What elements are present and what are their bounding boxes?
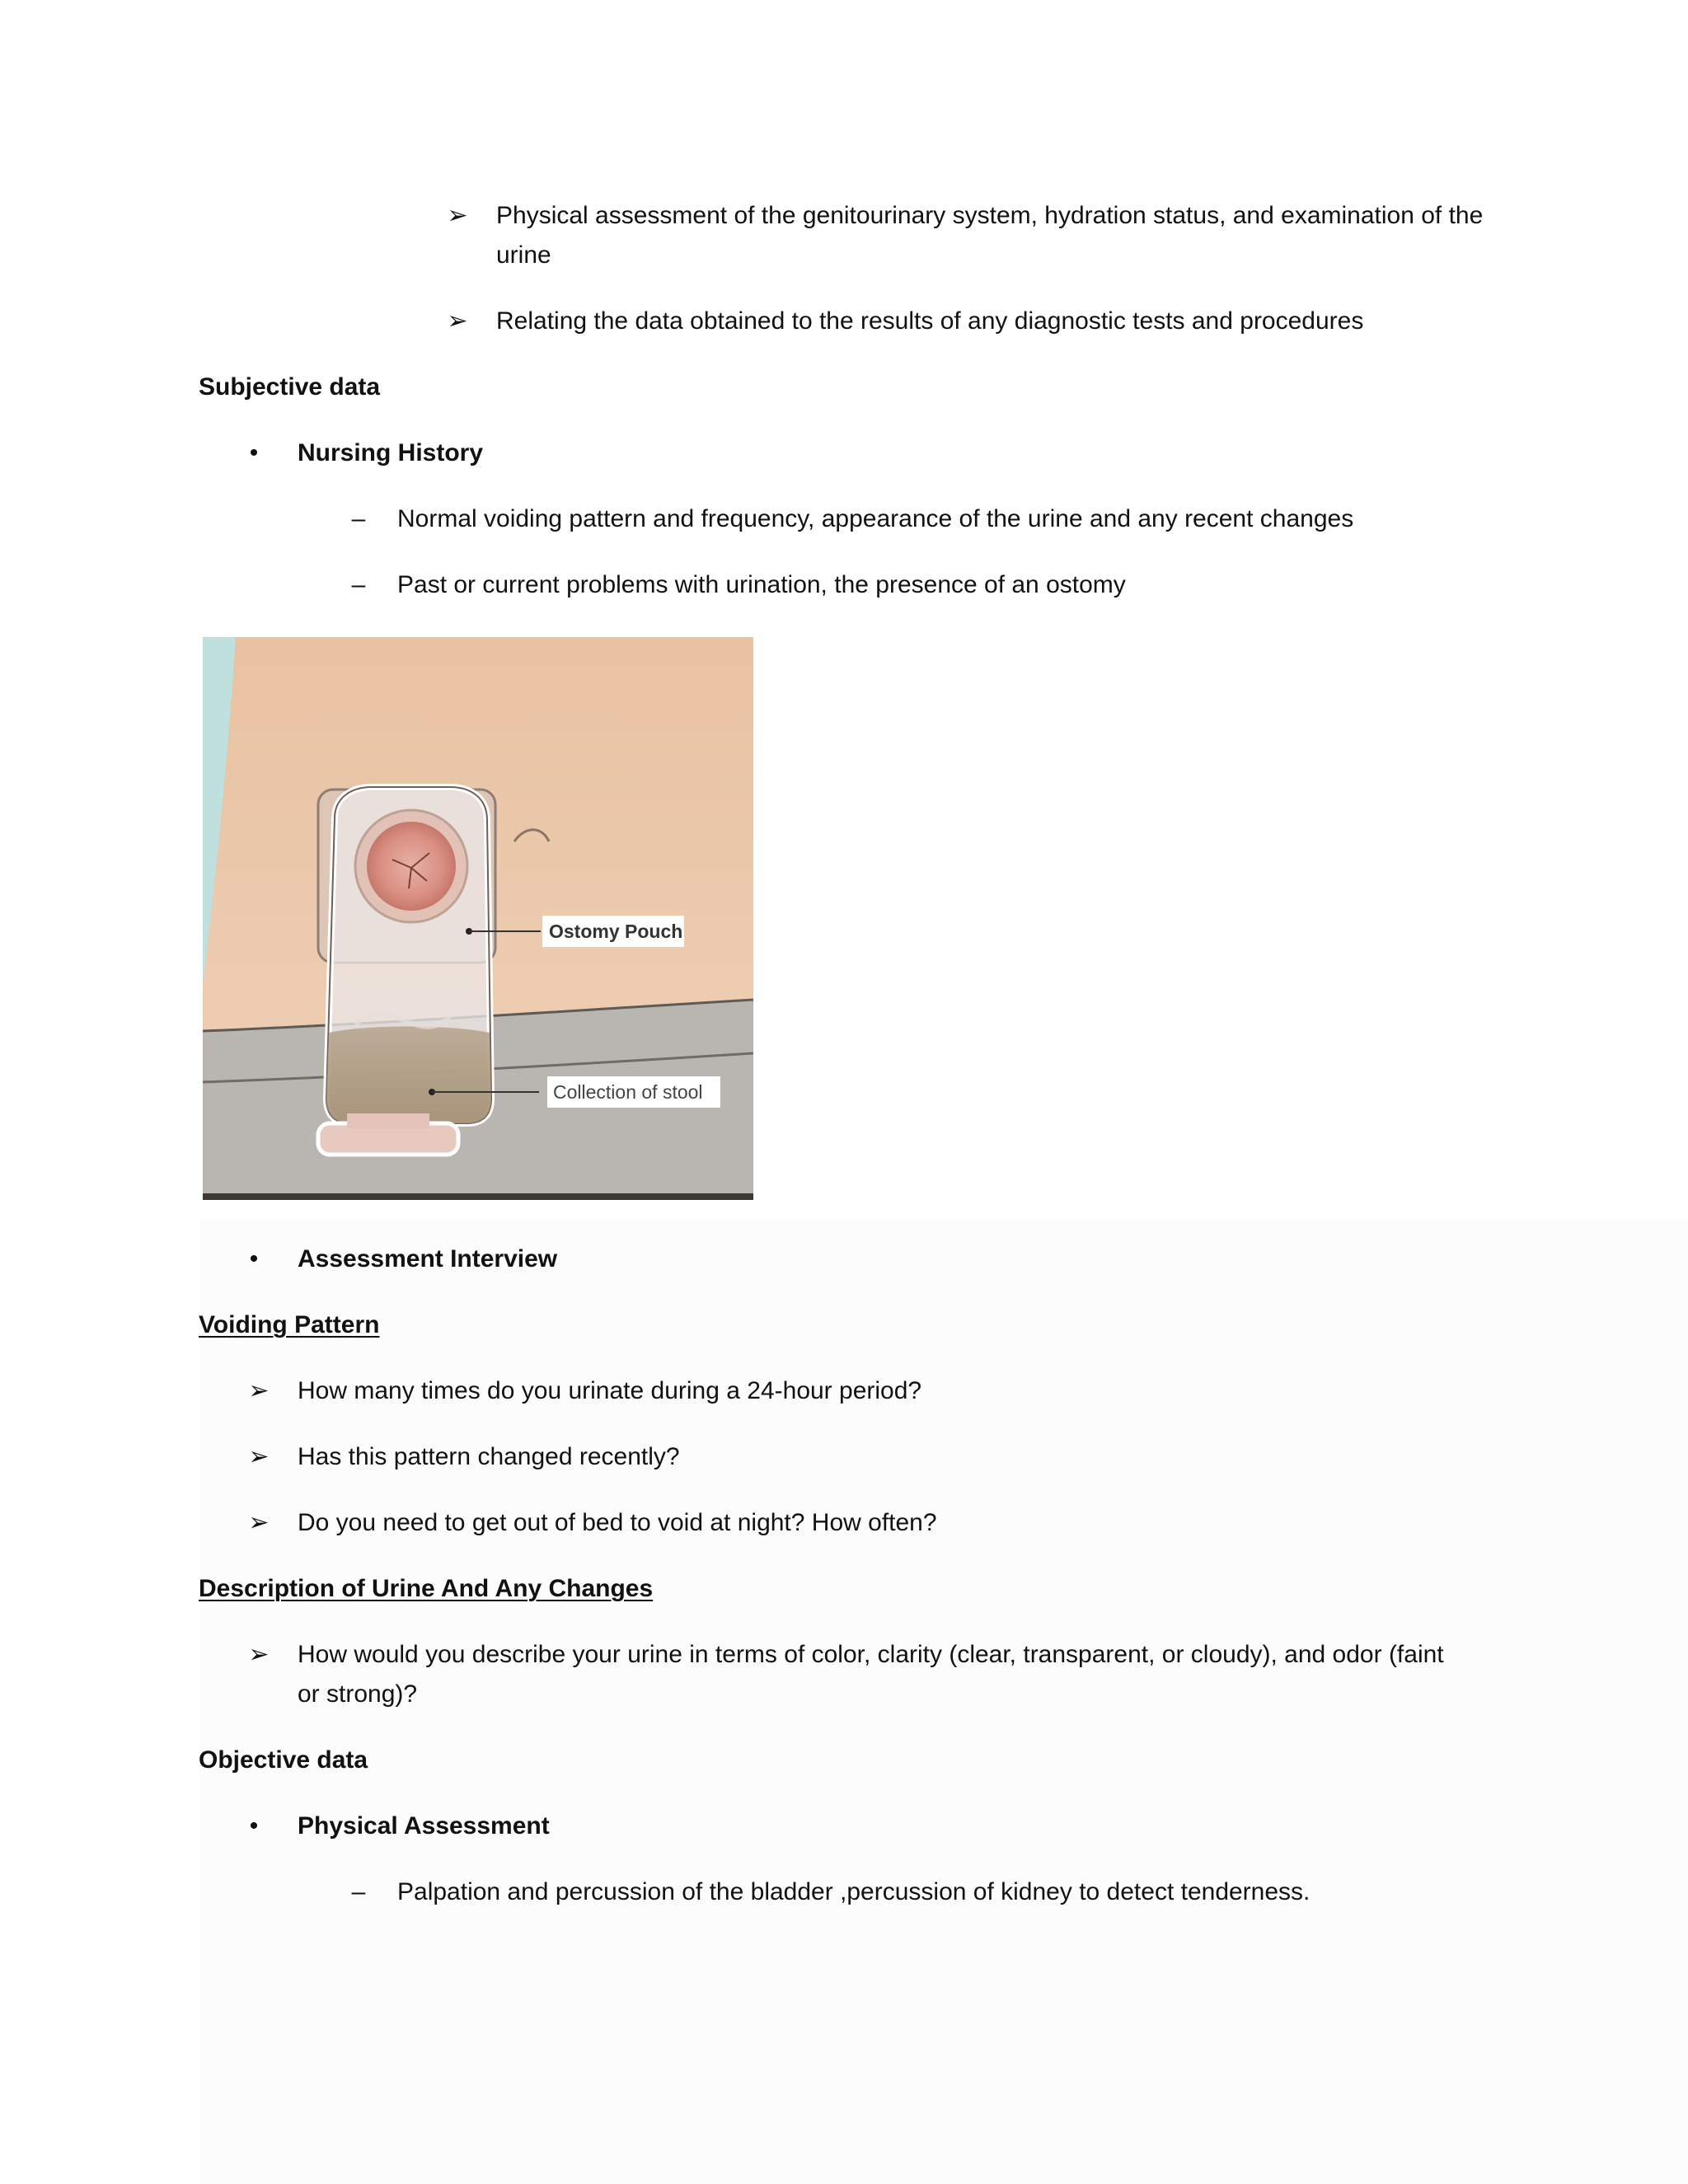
nursing-history-label: Nursing History — [298, 439, 484, 466]
arrow-bullet-icon: ➢ — [447, 202, 468, 229]
ostomy-pouch-label: Ostomy Pouch — [549, 921, 683, 942]
physical-assessment-item-1: Palpation and percussion of the bladder ,percussion of kidney to detect tenderness. — [397, 1878, 1311, 1905]
arrow-bullet-icon: ➢ — [248, 1641, 270, 1668]
arrow-bullet-icon: ➢ — [248, 1377, 270, 1404]
nursing-history-item-1: Normal voiding pattern and frequency, appearance of the urine and any recent changes — [397, 505, 1354, 532]
physical-assessment-label: Physical Assessment — [298, 1812, 550, 1840]
voiding-pattern-heading: Voiding Pattern — [199, 1311, 380, 1338]
intro-bullet-2: Relating the data obtained to the results of any diagnostic tests and procedures — [496, 307, 1364, 335]
collection-of-stool-label: Collection of stool — [553, 1081, 703, 1103]
ostomy-pouch-illustration — [203, 637, 753, 1200]
arrow-bullet-icon: ➢ — [248, 1443, 270, 1470]
objective-heading: Objective data — [199, 1746, 368, 1774]
dash-bullet-icon: – — [351, 571, 366, 598]
subjective-heading: Subjective data — [199, 373, 381, 401]
urine-description-heading: Description of Urine And Any Changes — [199, 1575, 654, 1602]
arrow-bullet-icon: ➢ — [248, 1509, 270, 1536]
bullet-icon: • — [249, 439, 259, 466]
bullet-icon: • — [249, 1245, 259, 1272]
intro-bullet-1: Physical assessment of the genitourinary system, hydration status, and examination of the urine — [496, 202, 1484, 269]
assessment-interview-label: Assessment Interview — [298, 1245, 558, 1272]
nursing-history-item-2: Past or current problems with urination, the presence of an ostomy — [397, 571, 1126, 598]
urine-question-1: How would you describe your urine in terms of color, clarity (clear, transparent, or cloudy), and odor (faint or strong)? — [298, 1641, 1444, 1708]
bullet-icon: • — [249, 1812, 259, 1840]
voiding-question-2: Has this pattern changed recently? — [298, 1443, 680, 1470]
dash-bullet-icon: – — [351, 1878, 366, 1905]
dash-bullet-icon: – — [351, 505, 366, 532]
voiding-question-1: How many times do you urinate during a 24-hour period? — [298, 1377, 922, 1404]
voiding-question-3: Do you need to get out of bed to void at night? How often? — [298, 1509, 937, 1536]
arrow-bullet-icon: ➢ — [447, 307, 468, 335]
